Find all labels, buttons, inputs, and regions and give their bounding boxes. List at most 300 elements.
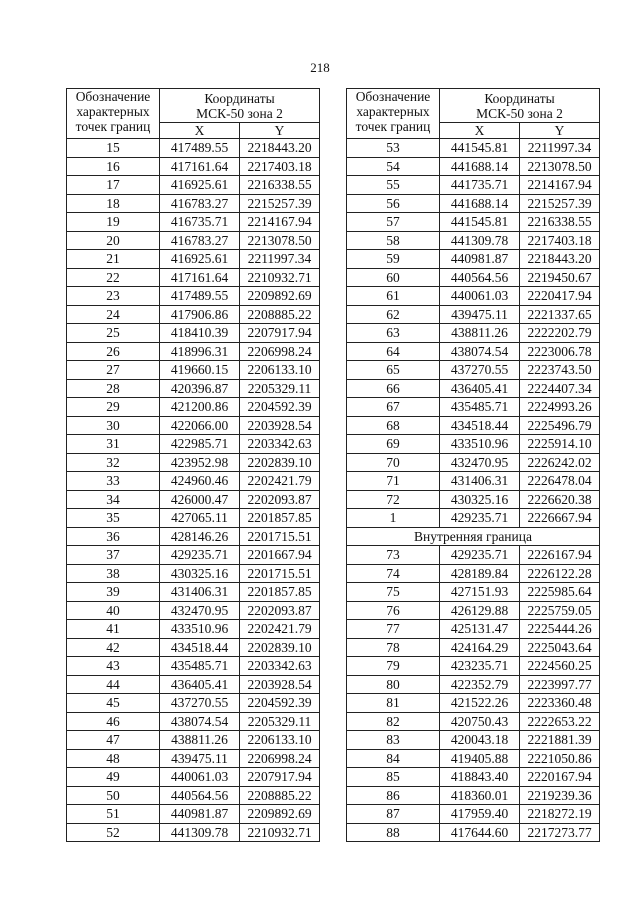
- y-coordinate-cell: 2201857.85: [240, 509, 320, 528]
- x-coordinate-cell: 416735.71: [160, 213, 240, 232]
- point-number-cell: 71: [347, 472, 440, 491]
- table-row: [67, 416, 320, 435]
- x-coordinate-cell: 431406.31: [160, 583, 240, 602]
- table-row: [67, 268, 320, 287]
- point-number-cell: 45: [67, 694, 160, 713]
- x-coordinate-cell: 432470.95: [440, 453, 520, 472]
- table-row: [347, 823, 600, 842]
- y-coordinate-cell: 2218443.20: [240, 139, 320, 158]
- point-number-cell: 72: [347, 490, 440, 509]
- table-row: [67, 546, 320, 565]
- x-coordinate-cell: 421200.86: [160, 398, 240, 417]
- x-coordinate-cell: 430325.16: [160, 564, 240, 583]
- x-coordinate-cell: 422985.71: [160, 435, 240, 454]
- x-coordinate-cell: 418843.40: [440, 768, 520, 787]
- point-number-cell: 62: [347, 305, 440, 324]
- x-coordinate-cell: 433510.96: [440, 435, 520, 454]
- right-table-body: [347, 139, 600, 842]
- x-coordinate-cell: 440061.03: [160, 768, 240, 787]
- table-row: [67, 527, 320, 546]
- x-coordinate-cell: 429235.71: [440, 509, 520, 528]
- coordinates-header-line: МСК-50 зона 2: [196, 105, 283, 121]
- point-number-cell: 17: [67, 176, 160, 195]
- point-number-cell: 33: [67, 472, 160, 491]
- x-coordinate-cell: 419405.88: [440, 749, 520, 768]
- x-coordinate-cell: 424960.46: [160, 472, 240, 491]
- x-coordinate-cell: 438074.54: [440, 342, 520, 361]
- point-number-cell: 77: [347, 620, 440, 639]
- x-coordinate-cell: 429235.71: [160, 546, 240, 565]
- point-number-cell: 16: [67, 157, 160, 176]
- x-coordinate-cell: 417959.40: [440, 805, 520, 824]
- table-row: [347, 435, 600, 454]
- point-number-cell: 76: [347, 601, 440, 620]
- point-number-cell: 51: [67, 805, 160, 824]
- table-row: [347, 139, 600, 158]
- x-coordinate-cell: 440981.87: [160, 805, 240, 824]
- x-coordinate-cell: 441309.78: [440, 231, 520, 250]
- point-number-cell: 65: [347, 361, 440, 380]
- table-row: [347, 583, 600, 602]
- x-coordinate-cell: 435485.71: [160, 657, 240, 676]
- x-coordinate-cell: 436405.41: [440, 379, 520, 398]
- point-number-cell: 18: [67, 194, 160, 213]
- y-coordinate-cell: 2224407.34: [520, 379, 600, 398]
- x-coordinate-cell: 437270.55: [160, 694, 240, 713]
- table-row: [67, 435, 320, 454]
- x-coordinate-cell: 428146.26: [160, 527, 240, 546]
- point-number-cell: 30: [67, 416, 160, 435]
- y-coordinate-cell: 2207917.94: [240, 768, 320, 787]
- table-row: [347, 194, 600, 213]
- point-number-cell: 29: [67, 398, 160, 417]
- point-number-cell: 67: [347, 398, 440, 417]
- y-coordinate-cell: 2223360.48: [520, 694, 600, 713]
- table-row: [67, 287, 320, 306]
- point-number-cell: 48: [67, 749, 160, 768]
- table-row: [347, 546, 600, 565]
- table-row: [67, 157, 320, 176]
- point-number-cell: 87: [347, 805, 440, 824]
- y-coordinate-cell: 2221337.65: [520, 305, 600, 324]
- x-coordinate-cell: 424164.29: [440, 638, 520, 657]
- y-coordinate-cell: 2208885.22: [240, 305, 320, 324]
- coordinates-header: [160, 89, 320, 123]
- table-row: [67, 731, 320, 750]
- table-row: [67, 749, 320, 768]
- table-row: [67, 601, 320, 620]
- y-coordinate-cell: 2211997.34: [520, 139, 600, 158]
- x-coordinate-cell: 425131.47: [440, 620, 520, 639]
- y-coordinate-cell: 2218443.20: [520, 250, 600, 269]
- y-coordinate-cell: 2225043.64: [520, 638, 600, 657]
- point-number-cell: 41: [67, 620, 160, 639]
- table-row: [67, 305, 320, 324]
- table-row: [67, 398, 320, 417]
- table-row: [347, 305, 600, 324]
- x-coordinate-cell: 438811.26: [440, 324, 520, 343]
- table-row: [347, 250, 600, 269]
- table-row: [67, 213, 320, 232]
- y-coordinate-cell: 2209892.69: [240, 805, 320, 824]
- point-number-cell: 22: [67, 268, 160, 287]
- y-coordinate-cell: 2224560.25: [520, 657, 600, 676]
- x-coordinate-cell: 420043.18: [440, 731, 520, 750]
- table-row: [67, 490, 320, 509]
- point-number-cell: 26: [67, 342, 160, 361]
- table-row: [67, 361, 320, 380]
- y-coordinate-cell: 2213078.50: [520, 157, 600, 176]
- table-row: [67, 176, 320, 195]
- point-number-cell: 20: [67, 231, 160, 250]
- table-row: [347, 564, 600, 583]
- point-number-cell: 21: [67, 250, 160, 269]
- coordinates-header-line: Координаты: [204, 90, 275, 106]
- table-row: [67, 694, 320, 713]
- point-number-cell: 55: [347, 176, 440, 195]
- point-number-cell: 36: [67, 527, 160, 546]
- y-coordinate-cell: 2225444.26: [520, 620, 600, 639]
- table-row: [347, 712, 600, 731]
- point-number-cell: 66: [347, 379, 440, 398]
- x-coordinate-cell: 432470.95: [160, 601, 240, 620]
- coordinates-header-line: МСК-50 зона 2: [476, 105, 563, 121]
- y-coordinate-cell: 2202093.87: [240, 601, 320, 620]
- designation-header-line: характерных: [76, 104, 150, 119]
- y-coordinate-cell: 2219239.36: [520, 786, 600, 805]
- point-number-cell: 1: [347, 509, 440, 528]
- y-coordinate-cell: 2202839.10: [240, 638, 320, 657]
- y-coordinate-cell: 2223006.78: [520, 342, 600, 361]
- table-row: [67, 620, 320, 639]
- point-number-cell: 39: [67, 583, 160, 602]
- point-number-cell: 57: [347, 213, 440, 232]
- x-coordinate-cell: 422066.00: [160, 416, 240, 435]
- table-row: [347, 731, 600, 750]
- table-row: [347, 416, 600, 435]
- y-coordinate-cell: 2223743.50: [520, 361, 600, 380]
- y-coordinate-cell: 2225759.05: [520, 601, 600, 620]
- y-coordinate-cell: 2217273.77: [520, 823, 600, 842]
- table-row: [347, 268, 600, 287]
- y-coordinate-cell: 2220167.94: [520, 768, 600, 787]
- y-coordinate-cell: 2226122.28: [520, 564, 600, 583]
- table-row: [347, 768, 600, 787]
- x-coordinate-cell: 437270.55: [440, 361, 520, 380]
- y-coordinate-cell: 2201857.85: [240, 583, 320, 602]
- table-row: [67, 509, 320, 528]
- table-row: [67, 786, 320, 805]
- point-number-cell: 52: [67, 823, 160, 842]
- table-row: [67, 472, 320, 491]
- left-table-body: [67, 139, 320, 842]
- x-coordinate-cell: 439475.11: [160, 749, 240, 768]
- x-coordinate-cell: 430325.16: [440, 490, 520, 509]
- x-coordinate-cell: 422352.79: [440, 675, 520, 694]
- table-row: [67, 712, 320, 731]
- x-coordinate-cell: 426000.47: [160, 490, 240, 509]
- x-coordinate-cell: 420396.87: [160, 379, 240, 398]
- x-coordinate-cell: 427065.11: [160, 509, 240, 528]
- y-coordinate-cell: 2218272.19: [520, 805, 600, 824]
- x-coordinate-cell: 417489.55: [160, 139, 240, 158]
- point-number-cell: 15: [67, 139, 160, 158]
- table-row: [67, 638, 320, 657]
- x-coordinate-cell: 427151.93: [440, 583, 520, 602]
- point-number-cell: 64: [347, 342, 440, 361]
- x-coordinate-cell: 441688.14: [440, 157, 520, 176]
- y-coordinate-cell: 2214167.94: [520, 176, 600, 195]
- table-row: [347, 509, 600, 528]
- y-coordinate-cell: 2222653.22: [520, 712, 600, 731]
- x-coordinate-cell: 435485.71: [440, 398, 520, 417]
- y-coordinate-cell: 2210932.71: [240, 268, 320, 287]
- point-number-cell: 34: [67, 490, 160, 509]
- point-number-cell: 63: [347, 324, 440, 343]
- table-row: [347, 601, 600, 620]
- designation-header-line: характерных: [356, 104, 430, 119]
- y-coordinate-cell: 2215257.39: [520, 194, 600, 213]
- point-number-cell: 56: [347, 194, 440, 213]
- coordinates-table-left: [66, 88, 320, 842]
- table-row: [67, 823, 320, 842]
- y-coordinate-cell: 2202093.87: [240, 490, 320, 509]
- y-coordinate-cell: 2206133.10: [240, 731, 320, 750]
- table-row: [347, 657, 600, 676]
- y-coordinate-cell: 2222202.79: [520, 324, 600, 343]
- point-number-cell: 88: [347, 823, 440, 842]
- y-coordinate-cell: 2225914.10: [520, 435, 600, 454]
- designation-header-line: Обозначение: [355, 89, 431, 104]
- page-number: 218: [310, 60, 330, 75]
- point-number-cell: 46: [67, 712, 160, 731]
- y-coordinate-cell: 2209892.69: [240, 287, 320, 306]
- point-number-cell: 80: [347, 675, 440, 694]
- y-coordinate-cell: 2207917.94: [240, 324, 320, 343]
- table-row: [347, 231, 600, 250]
- y-coordinate-cell: 2221050.86: [520, 749, 600, 768]
- point-number-cell: 43: [67, 657, 160, 676]
- y-coordinate-cell: 2224993.26: [520, 398, 600, 417]
- table-row: [67, 342, 320, 361]
- x-coordinate-cell: 441735.71: [440, 176, 520, 195]
- table-row: [347, 472, 600, 491]
- y-coordinate-cell: 2208885.22: [240, 786, 320, 805]
- coordinates-header: [440, 89, 600, 123]
- y-coordinate-cell: 2203928.54: [240, 675, 320, 694]
- point-number-cell: 49: [67, 768, 160, 787]
- x-coordinate-cell: 440061.03: [440, 287, 520, 306]
- x-coordinate-cell: 423952.98: [160, 453, 240, 472]
- designation-header-line: точек границ: [355, 119, 431, 134]
- point-number-cell: 81: [347, 694, 440, 713]
- x-coordinate-cell: 416783.27: [160, 231, 240, 250]
- designation-header: [347, 89, 440, 139]
- table-row: [67, 194, 320, 213]
- x-coordinate-cell: 417906.86: [160, 305, 240, 324]
- x-coordinate-cell: 418410.39: [160, 324, 240, 343]
- point-number-cell: 35: [67, 509, 160, 528]
- table-row: [67, 231, 320, 250]
- table-row: [347, 213, 600, 232]
- point-number-cell: 44: [67, 675, 160, 694]
- point-number-cell: 54: [347, 157, 440, 176]
- point-number-cell: 78: [347, 638, 440, 657]
- table-row: [347, 342, 600, 361]
- x-coordinate-cell: 440564.56: [440, 268, 520, 287]
- table-row: [347, 157, 600, 176]
- x-coordinate-cell: 440564.56: [160, 786, 240, 805]
- y-column-header: Y: [240, 123, 320, 139]
- x-coordinate-cell: 429235.71: [440, 546, 520, 565]
- inner-boundary-row: [347, 527, 600, 546]
- y-column-header: Y: [520, 123, 600, 139]
- y-coordinate-cell: 2217403.18: [240, 157, 320, 176]
- x-coordinate-cell: 441688.14: [440, 194, 520, 213]
- x-coordinate-cell: 433510.96: [160, 620, 240, 639]
- y-coordinate-cell: 2217403.18: [520, 231, 600, 250]
- x-coordinate-cell: 441545.81: [440, 213, 520, 232]
- y-coordinate-cell: 2203342.63: [240, 435, 320, 454]
- point-number-cell: 79: [347, 657, 440, 676]
- x-coordinate-cell: 416925.61: [160, 250, 240, 269]
- y-coordinate-cell: 2201715.51: [240, 527, 320, 546]
- table-row: [347, 287, 600, 306]
- y-coordinate-cell: 2226620.38: [520, 490, 600, 509]
- x-coordinate-cell: 423235.71: [440, 657, 520, 676]
- table-row: [67, 657, 320, 676]
- point-number-cell: 40: [67, 601, 160, 620]
- y-coordinate-cell: 2214167.94: [240, 213, 320, 232]
- y-coordinate-cell: 2210932.71: [240, 823, 320, 842]
- point-number-cell: 59: [347, 250, 440, 269]
- y-coordinate-cell: 2226478.04: [520, 472, 600, 491]
- table-row: [67, 768, 320, 787]
- y-coordinate-cell: 2223997.77: [520, 675, 600, 694]
- y-coordinate-cell: 2206133.10: [240, 361, 320, 380]
- designation-header-line: Обозначение: [75, 89, 151, 104]
- coordinates-header-line: Координаты: [484, 90, 555, 106]
- table-row: [67, 564, 320, 583]
- point-number-cell: 37: [67, 546, 160, 565]
- y-coordinate-cell: 2206998.24: [240, 342, 320, 361]
- table-row: [347, 176, 600, 195]
- y-coordinate-cell: 2216338.55: [240, 176, 320, 195]
- y-coordinate-cell: 2225985.64: [520, 583, 600, 602]
- y-coordinate-cell: 2201667.94: [240, 546, 320, 565]
- table-row: [347, 786, 600, 805]
- table-row: [347, 379, 600, 398]
- x-coordinate-cell: 416783.27: [160, 194, 240, 213]
- y-coordinate-cell: 2205329.11: [240, 712, 320, 731]
- x-coordinate-cell: 441309.78: [160, 823, 240, 842]
- table-row: [347, 620, 600, 639]
- table-row: [67, 379, 320, 398]
- x-coordinate-cell: 417489.55: [160, 287, 240, 306]
- x-coordinate-cell: 426129.88: [440, 601, 520, 620]
- x-coordinate-cell: 417161.64: [160, 268, 240, 287]
- y-coordinate-cell: 2225496.79: [520, 416, 600, 435]
- point-number-cell: 47: [67, 731, 160, 750]
- point-number-cell: 27: [67, 361, 160, 380]
- point-number-cell: 19: [67, 213, 160, 232]
- x-coordinate-cell: 434518.44: [160, 638, 240, 657]
- y-coordinate-cell: 2206998.24: [240, 749, 320, 768]
- table-row: [67, 250, 320, 269]
- point-number-cell: 24: [67, 305, 160, 324]
- x-coordinate-cell: 440981.87: [440, 250, 520, 269]
- x-coordinate-cell: 441545.81: [440, 139, 520, 158]
- table-row: [347, 361, 600, 380]
- point-number-cell: 58: [347, 231, 440, 250]
- point-number-cell: 38: [67, 564, 160, 583]
- x-coordinate-cell: 439475.11: [440, 305, 520, 324]
- table-row: [67, 453, 320, 472]
- x-coordinate-cell: 431406.31: [440, 472, 520, 491]
- y-coordinate-cell: 2216338.55: [520, 213, 600, 232]
- point-number-cell: 25: [67, 324, 160, 343]
- table-row: [347, 749, 600, 768]
- x-coordinate-cell: 418360.01: [440, 786, 520, 805]
- y-coordinate-cell: 2220417.94: [520, 287, 600, 306]
- y-coordinate-cell: 2215257.39: [240, 194, 320, 213]
- point-number-cell: 31: [67, 435, 160, 454]
- y-coordinate-cell: 2213078.50: [240, 231, 320, 250]
- x-coordinate-cell: 421522.26: [440, 694, 520, 713]
- x-coordinate-cell: 417644.60: [440, 823, 520, 842]
- point-number-cell: 75: [347, 583, 440, 602]
- inner-boundary-label: Внутренняя граница: [347, 527, 600, 546]
- x-coordinate-cell: 438074.54: [160, 712, 240, 731]
- point-number-cell: 61: [347, 287, 440, 306]
- table-row: [347, 694, 600, 713]
- designation-header: [67, 89, 160, 139]
- table-row: [67, 583, 320, 602]
- point-number-cell: 69: [347, 435, 440, 454]
- x-coordinate-cell: 419660.15: [160, 361, 240, 380]
- y-coordinate-cell: 2226667.94: [520, 509, 600, 528]
- table-row: [347, 675, 600, 694]
- point-number-cell: 42: [67, 638, 160, 657]
- point-number-cell: 60: [347, 268, 440, 287]
- point-number-cell: 70: [347, 453, 440, 472]
- y-coordinate-cell: 2203342.63: [240, 657, 320, 676]
- point-number-cell: 84: [347, 749, 440, 768]
- y-coordinate-cell: 2211997.34: [240, 250, 320, 269]
- point-number-cell: 85: [347, 768, 440, 787]
- y-coordinate-cell: 2202421.79: [240, 472, 320, 491]
- x-coordinate-cell: 420750.43: [440, 712, 520, 731]
- point-number-cell: 28: [67, 379, 160, 398]
- y-coordinate-cell: 2219450.67: [520, 268, 600, 287]
- x-coordinate-cell: 417161.64: [160, 157, 240, 176]
- table-row: [347, 324, 600, 343]
- x-coordinate-cell: 418996.31: [160, 342, 240, 361]
- point-number-cell: 82: [347, 712, 440, 731]
- table-row: [347, 805, 600, 824]
- y-coordinate-cell: 2226167.94: [520, 546, 600, 565]
- point-number-cell: 68: [347, 416, 440, 435]
- x-coordinate-cell: 416925.61: [160, 176, 240, 195]
- table-row: [347, 453, 600, 472]
- y-coordinate-cell: 2202839.10: [240, 453, 320, 472]
- y-coordinate-cell: 2203928.54: [240, 416, 320, 435]
- x-coordinate-cell: 436405.41: [160, 675, 240, 694]
- point-number-cell: 32: [67, 453, 160, 472]
- y-coordinate-cell: 2202421.79: [240, 620, 320, 639]
- point-number-cell: 86: [347, 786, 440, 805]
- point-number-cell: 50: [67, 786, 160, 805]
